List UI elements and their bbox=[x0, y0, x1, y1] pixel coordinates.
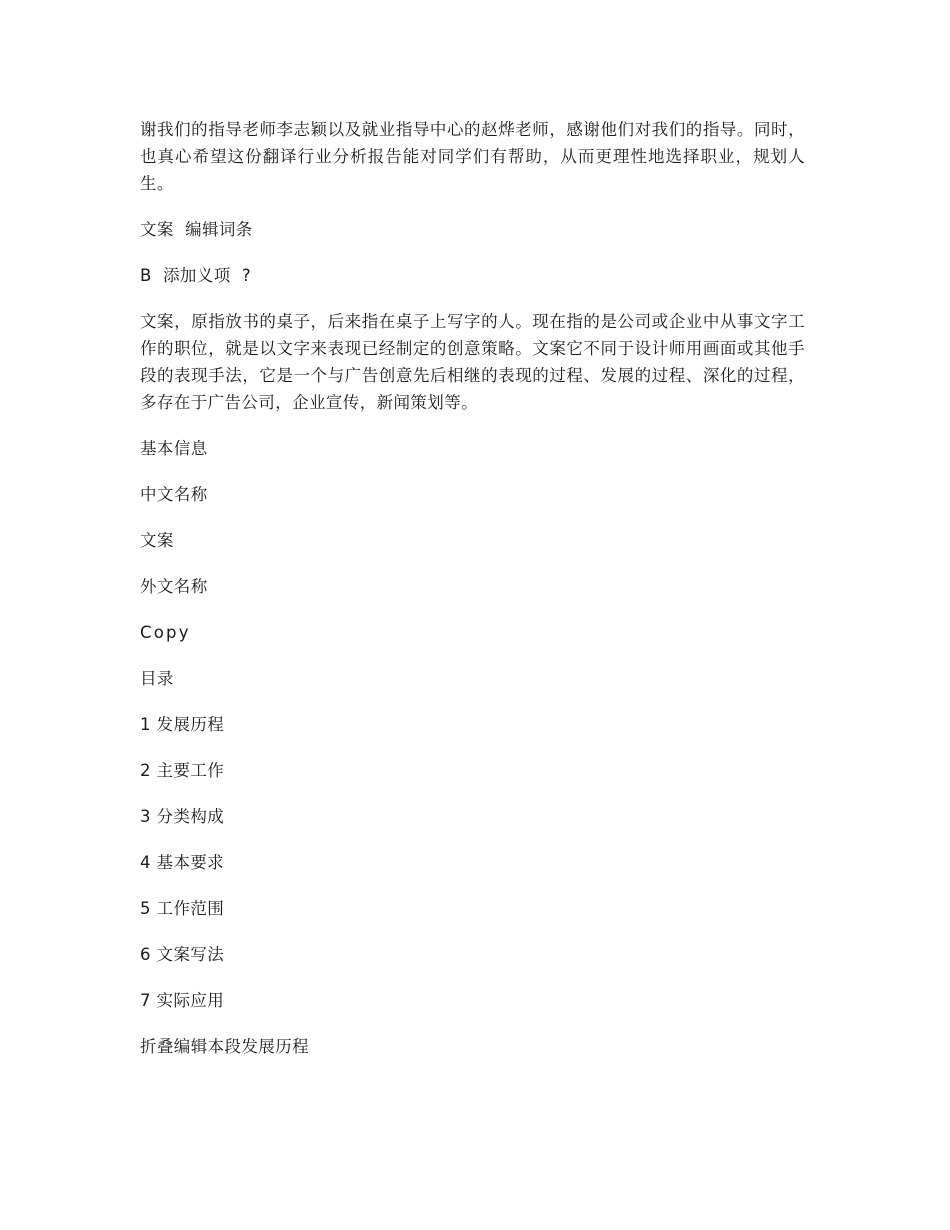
chinese-name-value: 文案 bbox=[140, 531, 174, 550]
section-heading: 折叠编辑本段发展历程 bbox=[140, 1037, 309, 1056]
toc-item-2: 2 主要工作 bbox=[140, 761, 225, 780]
entry-heading: 文案 编辑词条 bbox=[140, 220, 253, 239]
toc-item-5: 5 工作范围 bbox=[140, 899, 225, 918]
foreign-name-label: 外文名称 bbox=[140, 577, 208, 596]
chinese-name-label: 中文名称 bbox=[140, 485, 208, 504]
foreign-name-value: Copy bbox=[140, 623, 191, 642]
add-sense-line: B 添加义项 ? bbox=[140, 266, 252, 285]
toc-item-4: 4 基本要求 bbox=[140, 853, 225, 872]
toc-item-7: 7 实际应用 bbox=[140, 991, 225, 1010]
basic-info-label: 基本信息 bbox=[140, 439, 208, 458]
toc-item-3: 3 分类构成 bbox=[140, 807, 225, 826]
toc-label: 目录 bbox=[140, 669, 174, 688]
definition-paragraph: 文案，原指放书的桌子，后来指在桌子上写字的人。现在指的是公司或企业中从事文字工作的职位，就是以文字来表现已经制定的创意策略。文案它不同于设计师用画面或其他手段的表现手法，它是一个与广告创意先后相继的表现的过程、发展的过程、深化的过程， 多存在于广告公司，企业宣传，新闻策划等。 bbox=[140, 312, 817, 412]
intro-paragraph: 谢我们的指导老师李志颖以及就业指导中心的赵烨老师，感谢他们对我们的指导。同时，也真心希望这份翻译行业分析报告能对同学们有帮助，从而更理性地选择职业，规划人生。 bbox=[140, 120, 805, 193]
document-body bbox=[140, 116, 817, 1060]
toc-item-1: 1 发展历程 bbox=[140, 715, 225, 734]
toc-item-6: 6 文案写法 bbox=[140, 945, 225, 964]
